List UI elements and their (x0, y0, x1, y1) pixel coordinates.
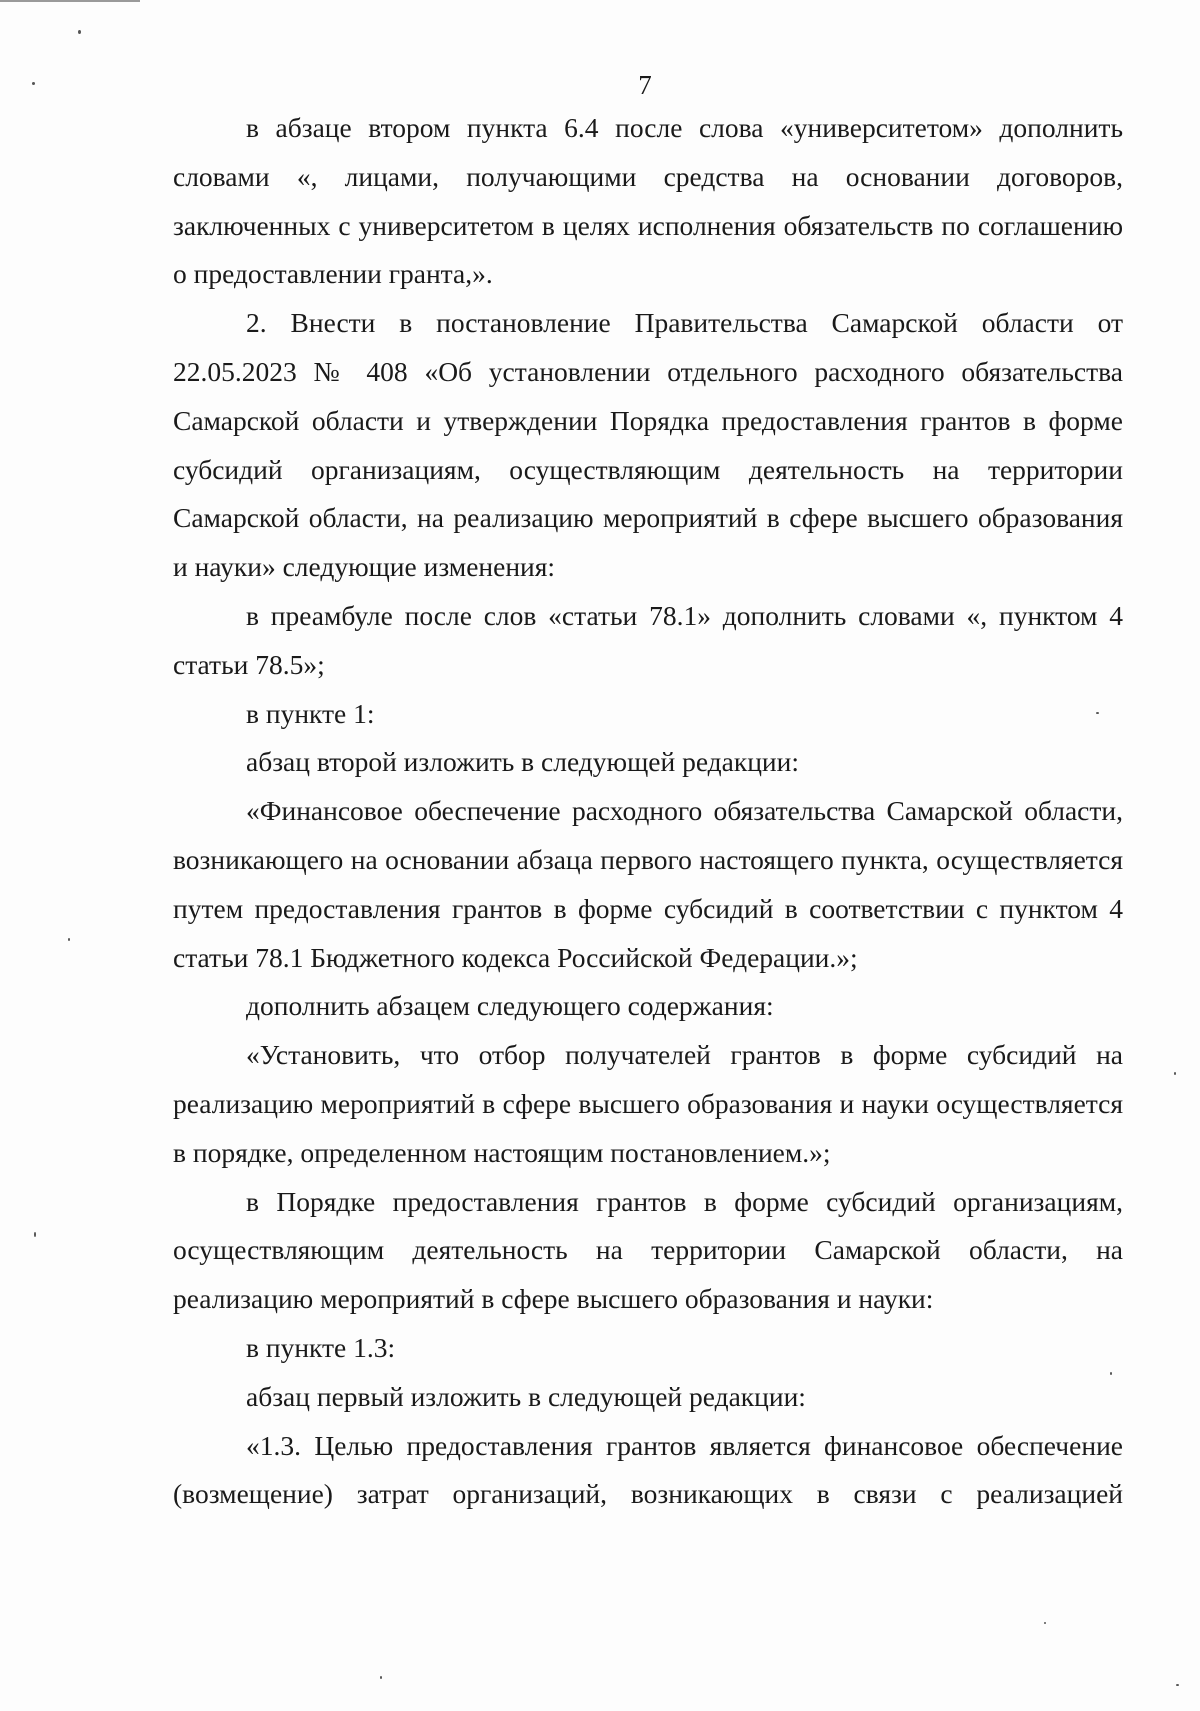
paragraph: в пункте 1: (246, 697, 375, 729)
scan-speck (78, 30, 81, 34)
paragraph-continued: «1.3. Целью предоставления грантов является финансовое обеспечение (возмещение) затрат организаций, возникающих в связи с реализацией (173, 1429, 1123, 1510)
page-number: 7 (638, 70, 652, 100)
scan-speck (68, 938, 70, 941)
paragraph: «Финансовое обеспечение расходного обязательства Самарской области, возникающего на основании абзаца первого настоящего пункта, осуществляется путем предоставления грантов в форме субсидий в соответствии с пунктом 4 статьи 78.1 Бюджетного кодекса Российской Федерации.»; (173, 795, 1123, 973)
scan-speck (1176, 1684, 1179, 1686)
paragraph: 2. Внести в постановление Правительства Самарской области от 22.05.2023 № 408 «Об установлении отдельного расходного обязательства Самарской области и утверждении Порядка предоставления грантов в форме субсидий организациям, осуществляющим деятельность на территории Самарской области, на реализацию мероприятий в сфере высшего образования и науки» следующие изменения: (173, 307, 1123, 583)
paragraph: в пункте 1.3: (246, 1331, 396, 1363)
paragraph: абзац второй изложить в следующей редакции: (246, 746, 800, 778)
paragraph: в Порядке предоставления грантов в форме субсидий организациям, осуществляющим деятельность на территории Самарской области, на реализацию мероприятий в сфере высшего образования и науки: (173, 1185, 1123, 1315)
scan-speck (380, 1676, 382, 1679)
scan-speck (1110, 1372, 1112, 1375)
paragraph: абзац первый изложить в следующей редакции: (246, 1380, 806, 1412)
paragraph: в абзаце втором пункта 6.4 после слова «университетом» дополнить словами «, лицами, получающими средства на основании договоров, заключенных с университетом в целях исполнения обязательств по соглашению о предоставлении гранта,». (173, 112, 1123, 290)
scan-edge-line (0, 0, 140, 2)
paragraph: «Установить, что отбор получателей грантов в форме субсидий на реализацию мероприятий в сфере высшего образования и науки осуществляется в порядке, определенном настоящим постановлением.»; (173, 1039, 1123, 1168)
scan-speck (34, 1232, 36, 1237)
scan-speck (32, 82, 35, 85)
scan-speck (1174, 1072, 1176, 1075)
document-body (173, 104, 1123, 1519)
scan-speck (1044, 1622, 1046, 1624)
scan-speck (1096, 712, 1099, 714)
paragraph: дополнить абзацем следующего содержания: (246, 990, 774, 1022)
paragraph: в преамбуле после слов «статьи 78.1» дополнить словами «, пунктом 4 статьи 78.5»; (173, 599, 1123, 680)
